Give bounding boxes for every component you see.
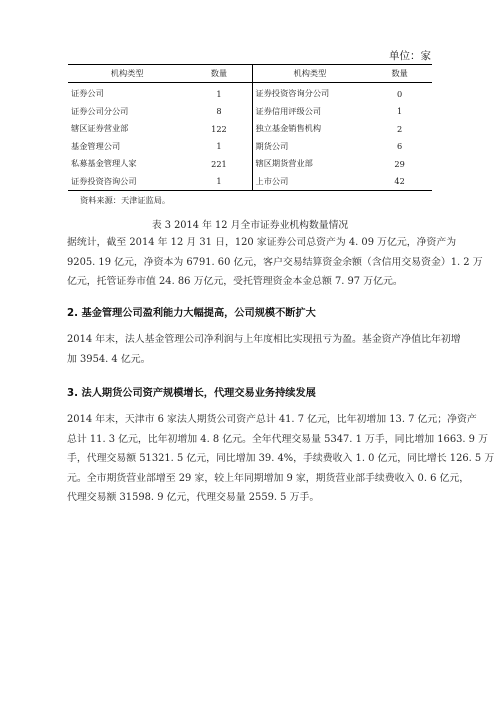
- paragraph-line: 据统计，截至 2014 年 12 月 31 日，120 家证券公司总资产为 4. 09 万亿元，净资产为: [67, 237, 457, 248]
- cell-type-right: 证券信用评级公司: [255, 105, 322, 116]
- table-row: [68, 120, 432, 138]
- paragraph-securities-stats: [67, 233, 483, 292]
- paragraph-line: 总计 11. 3 亿元，比年初增加 4. 8 亿元。全年代理交易量 5347. 1 万手，同比增加 1663. 9 万: [67, 433, 488, 445]
- paragraph-line: 2014 年末，天津市 6 家法人期货公司资产总计 41. 7 亿元，比年初增加 13. 7 亿元；净资产: [67, 414, 477, 425]
- cell-type-left: 辖区证券营业部: [71, 123, 129, 134]
- table-header-row: [68, 65, 432, 83]
- cell-type-right: 期货公司: [255, 140, 289, 151]
- cell-type-left: 基金管理公司: [71, 140, 121, 151]
- cell-type-right: 证券投资咨询分公司: [255, 88, 330, 99]
- unit-label: 单位：家: [389, 50, 431, 62]
- section-heading-futures: 3. 法人期货公司资产规模增长，代理交易业务持续发展: [67, 388, 316, 399]
- cell-count-right: 2: [397, 123, 403, 134]
- cell-type-left: 私募基金管理人家: [71, 158, 137, 169]
- paragraph-line: 元。全市期货营业部增至 29 家，较上年同期增加 9 家，期货营业部手续费收入 0. 6 亿元，: [67, 472, 470, 484]
- table-row: [68, 173, 432, 191]
- cell-type-right: 辖区期货营业部: [255, 158, 313, 169]
- cell-count-right: 1: [397, 106, 403, 117]
- col-header-count-right: 数量: [367, 65, 432, 83]
- cell-count-left: 8: [186, 103, 252, 121]
- cell-count-left: 122: [186, 120, 252, 138]
- paragraph-line: 代理交易额 31598. 9 亿元，代理交易量 2559. 5 万手。: [67, 492, 320, 503]
- paragraph-line: 2014 年末，法人基金管理公司净利润与上年度相比实现扭亏为盈。基金资产净值比年初增: [67, 334, 461, 345]
- cell-count-left: 1: [186, 138, 252, 156]
- table-row: [68, 155, 432, 173]
- cell-count-left: 1: [186, 173, 252, 191]
- table-source-note: 资料来源：天津证监局。: [80, 195, 171, 205]
- cell-type-left: 证券投资咨询公司: [71, 175, 137, 186]
- cell-count-right: 0: [397, 88, 403, 99]
- col-header-type-left: 机构类型: [68, 65, 186, 83]
- cell-type-right: 上市公司: [255, 175, 289, 186]
- col-header-count-left: 数量: [186, 65, 252, 83]
- cell-count-left: 1: [186, 83, 252, 103]
- cell-type-right: 独立基金销售机构: [255, 123, 322, 134]
- cell-type-left: 证券公司: [71, 88, 104, 99]
- col-header-type-right: 机构类型: [252, 65, 367, 83]
- paragraph-fund-management: [67, 330, 461, 369]
- cell-count-right: 29: [394, 158, 405, 169]
- paragraph-line: 亿元，托管证券市值 24. 86 万亿元，受托管理资金本金总额 7. 97 万亿元。: [67, 276, 403, 287]
- cell-type-left: 证券公司分公司: [71, 105, 129, 116]
- institution-count-table: [68, 64, 432, 191]
- cell-count-right: 42: [394, 176, 405, 187]
- table-row: [68, 83, 432, 103]
- table-row: [68, 138, 432, 156]
- section-heading-fund-management: 2. 基金管理公司盈利能力大幅提高，公司规模不断扩大: [67, 308, 316, 319]
- table-caption: 表 3 2014 年 12 月全市证券业机构数量情况: [151, 220, 349, 231]
- cell-count-right: 6: [397, 141, 403, 152]
- paragraph-line: 手，代理交易额 51321. 5 亿元，同比增加 39. 4%，手续费收入 1. 0 亿元，同比增长 126. 5 万: [67, 453, 495, 464]
- paragraph-line: 9205. 19 亿元，净资本为 6791. 60 亿元，客户交易结算资金余额（含信用交易资金）1. 2 万: [67, 256, 483, 268]
- table-row: [68, 103, 432, 121]
- cell-count-left: 221: [186, 155, 252, 173]
- paragraph-line: 加 3954. 4 亿元。: [67, 353, 151, 365]
- paragraph-futures: [67, 410, 495, 508]
